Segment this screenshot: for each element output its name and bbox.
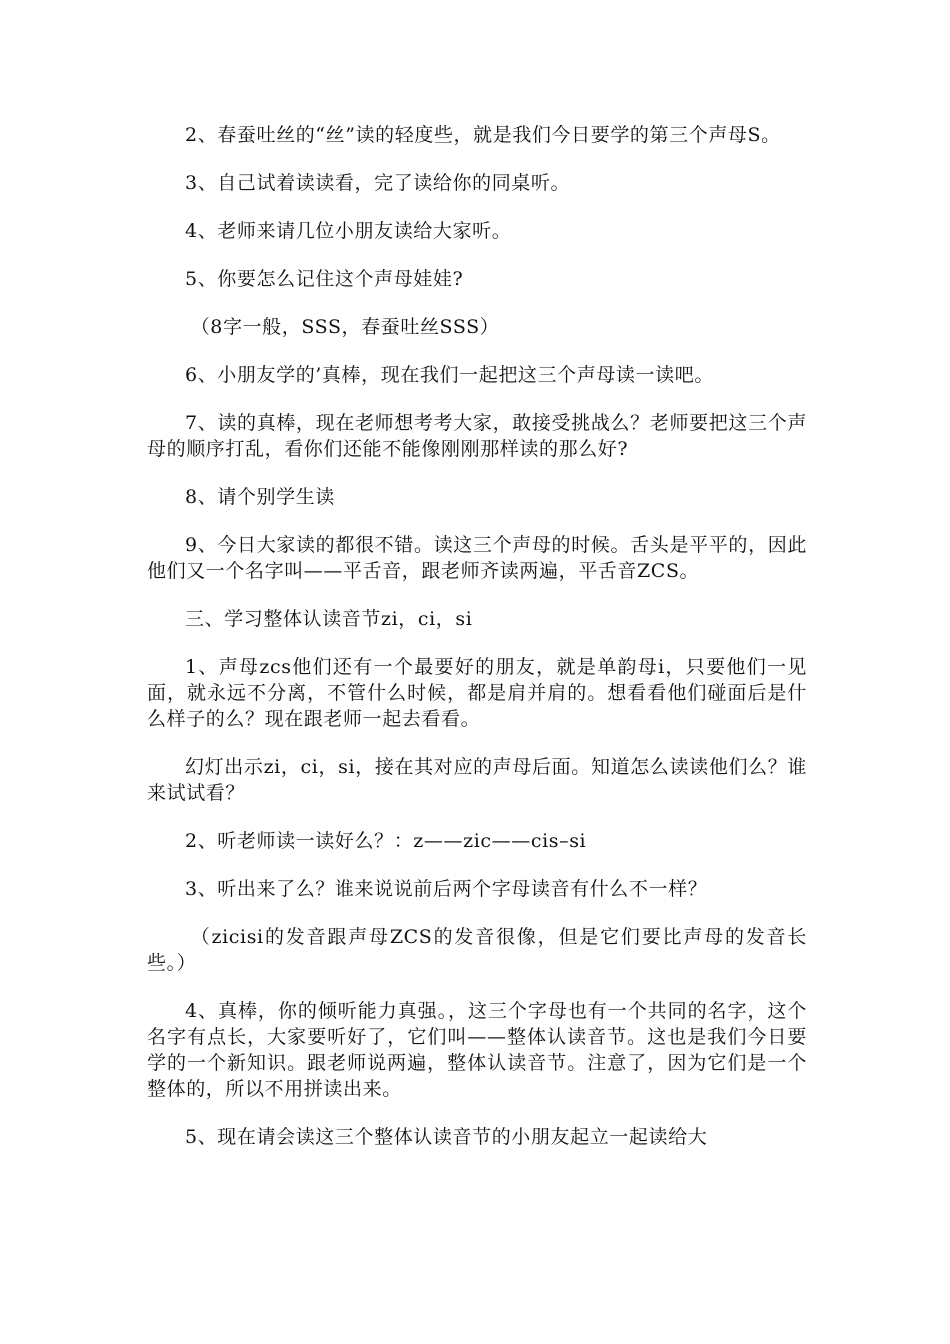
paragraph-step-7: 7、读的真棒，现在老师想考考大家，敢接受挑战么？老师要把这三个声母的顺序打乱，看你们还能不能像刚刚那样读的那么好? <box>147 412 807 460</box>
paragraph-syllable-step-4: 4、真棒，你的倾听能力真强。，这三个字母也有一个共同的名字，这个名字有点长，大家要听好了，它们叫——整体认读音节。这也是我们今日要学的一个新知识。跟老师说两遍，整体认读音节。注意了，因为它们是一个整体的，所以不用拼读出来。 <box>147 1000 807 1100</box>
paragraph-step-5: 5、你要怎么记住这个声母娃娃? <box>185 268 464 290</box>
paragraph-syllable-step-3: 3、听出来了么？谁来说说前后两个字母读音有什么不一样？ <box>185 878 708 900</box>
paragraph-syllable-step-1: 1、声母zcs他们还有一个最要好的朋友，就是单韵母i，只要他们一见面，就永远不分离，不管什么时候，都是肩并肩的。想看看他们碰面后是什么样子的么？现在跟老师一起去看看。 <box>147 656 807 730</box>
paragraph-syllable-step-2: 2、听老师读一读好么？：z——zic——cis–si <box>185 830 587 852</box>
paragraph-mnemonic-note: （8字一般，SSS，春蚕吐丝SSS） <box>190 316 500 338</box>
paragraph-syllable-step-5: 5、现在请会读这三个整体认读音节的小朋友起立一起读给大 <box>185 1126 708 1148</box>
paragraph-step-9: 9、今日大家读的都很不错。读这三个声母的时候。舌头是平平的，因此他们又一个名字叫——平舌音，跟老师齐读两遍，平舌音ZCS。 <box>147 534 807 582</box>
section-heading-syllables: 三、学习整体认读音节zi，ci，si <box>185 608 473 630</box>
paragraph-step-3: 3、自己试着读读看，完了读给你的同桌听。 <box>185 172 571 194</box>
document-body <box>147 122 807 1172</box>
paragraph-step-2: 2、春蚕吐丝的“丝”读的轻度些，就是我们今日要学的第三个声母S。 <box>185 124 781 146</box>
paragraph-step-4: 4、老师来请几位小朋友读给大家听。 <box>185 220 512 242</box>
paragraph-pronunciation-note: （zicisi的发音跟声母ZCS的发音很像，但是它们要比声母的发音长些。） <box>147 926 807 974</box>
paragraph-slide-display: 幻灯出示zi，ci，si，接在其对应的声母后面。知道怎么读读他们么？谁来试试看？ <box>147 756 807 804</box>
paragraph-step-6: 6、小朋友学的’真棒，现在我们一起把这三个声母读一读吧。 <box>185 364 714 386</box>
paragraph-step-8: 8、请个别学生读 <box>185 486 335 508</box>
